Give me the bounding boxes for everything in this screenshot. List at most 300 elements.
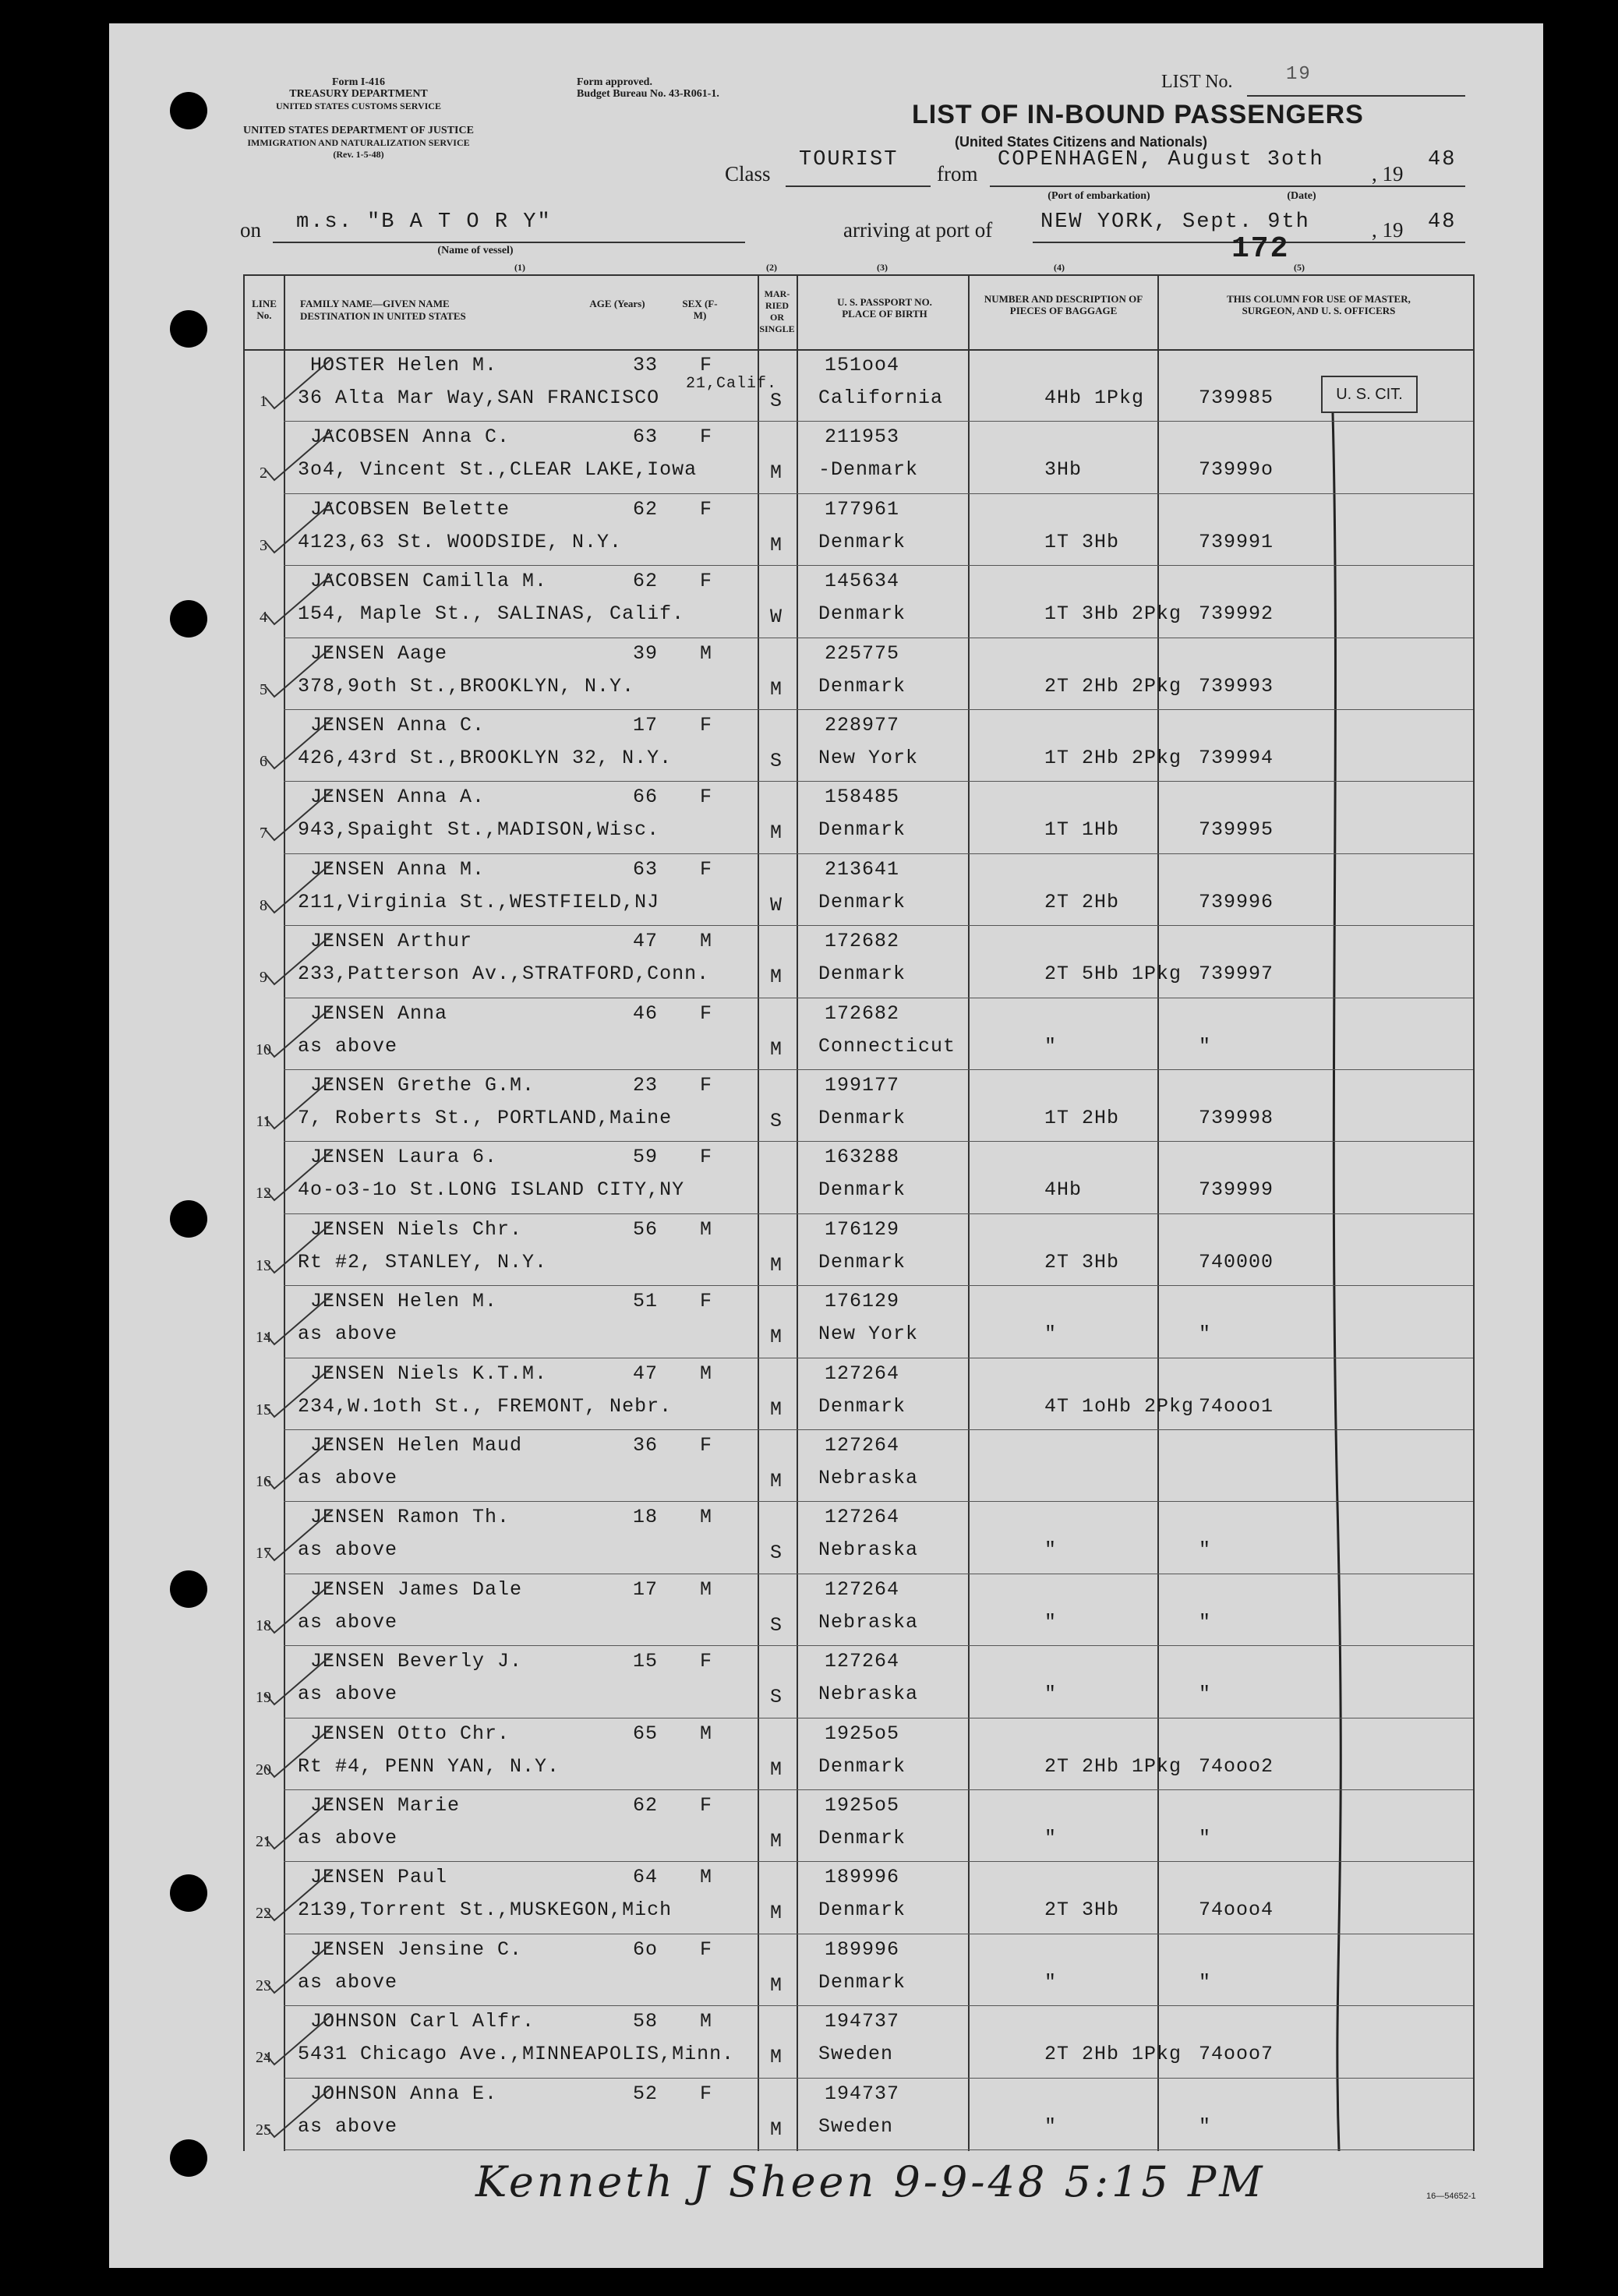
check-mark-icon xyxy=(257,1287,343,1349)
line-number: 25 xyxy=(256,2121,271,2139)
line-number: 4 xyxy=(260,609,267,627)
passport-number: 225775 xyxy=(825,641,900,665)
destination: 4123,63 St. WOODSIDE, N.Y. xyxy=(298,530,623,553)
officer-number: " xyxy=(1199,2114,1212,2138)
place-of-birth: Denmark xyxy=(818,1970,906,1994)
budget-bureau: Budget Bureau No. 43-R061-1. xyxy=(577,88,719,100)
passenger-name: JENSEN Helen M. xyxy=(310,1290,498,1313)
passport-number: 172682 xyxy=(825,930,900,953)
marital-status: M xyxy=(770,1397,783,1421)
marital-status: M xyxy=(770,1830,783,1853)
passenger-age: 46 xyxy=(633,1001,659,1025)
year-value-1: 48 xyxy=(1428,148,1457,171)
passenger-name: JENSEN Anna A. xyxy=(310,786,486,809)
col-header-married: MAR-RIED OR SINGLE xyxy=(759,288,795,334)
marital-status: M xyxy=(770,461,783,485)
marital-status: M xyxy=(770,1902,783,1925)
place-of-birth: New York xyxy=(818,1323,919,1346)
passenger-sex: F xyxy=(700,2082,713,2105)
table-row xyxy=(109,1789,1512,1861)
officer-number: 739998 xyxy=(1199,1107,1274,1129)
officer-number: " xyxy=(1199,1827,1212,1849)
col-header-destination: DESTINATION IN UNITED STATES xyxy=(300,310,466,322)
place-of-birth: California xyxy=(818,387,944,409)
passport-number: 151oo4 xyxy=(825,354,900,376)
check-mark-icon xyxy=(257,855,343,917)
destination: 943,Spaight St.,MADISON,Wisc. xyxy=(298,818,660,842)
line-number: 8 xyxy=(260,896,267,914)
destination: 233,Patterson Av.,STRATFORD,Conn. xyxy=(298,963,710,986)
destination: as above xyxy=(298,1538,398,1562)
passenger-age: 62 xyxy=(633,1794,659,1817)
passport-number: 176129 xyxy=(825,1290,900,1313)
place-of-birth: Denmark xyxy=(818,890,906,913)
binder-hole xyxy=(170,600,207,638)
line-number: 5 xyxy=(260,680,267,698)
binder-hole xyxy=(170,1200,207,1238)
passenger-name: JENSEN Niels Chr. xyxy=(310,1217,523,1241)
destination: Rt #4, PENN YAN, N.Y. xyxy=(298,1754,560,1778)
passenger-name: JENSEN Helen Maud xyxy=(310,1434,523,1457)
table-row xyxy=(109,1358,1512,1429)
passenger-age: 18 xyxy=(633,1506,659,1529)
vessel-caption: (Name of vessel) xyxy=(437,245,514,256)
destination: 3o4, Vincent St.,CLEAR LAKE,Iowa xyxy=(298,458,698,482)
officer-number: 739993 xyxy=(1199,674,1274,698)
destination: 4o-o3-1o St.LONG ISLAND CITY,NY xyxy=(298,1178,685,1202)
destination: as above xyxy=(298,2114,398,2138)
place-of-birth: Nebraska xyxy=(818,1610,919,1634)
baggage: 1T 2Hb xyxy=(1044,1107,1120,1129)
passport-number: 189996 xyxy=(825,1937,900,1961)
year-prefix-1: , 19 xyxy=(1372,162,1404,185)
check-mark-icon xyxy=(257,1503,343,1565)
baggage: " xyxy=(1044,1970,1058,1994)
marital-status: M xyxy=(770,821,783,845)
baggage: 1T 1Hb xyxy=(1044,818,1120,842)
binder-hole xyxy=(170,2139,207,2177)
passenger-age: 52 xyxy=(633,2082,659,2105)
check-mark-icon xyxy=(257,1359,343,1422)
passenger-age: 65 xyxy=(633,1722,659,1745)
from-label: from xyxy=(937,162,978,185)
marital-status: S xyxy=(770,390,783,412)
destination: 36 Alta Mar Way,SAN FRANCISCO xyxy=(298,387,660,409)
check-mark-icon xyxy=(257,711,343,773)
place-of-birth: Connecticut xyxy=(818,1034,956,1058)
passenger-sex: F xyxy=(700,1290,713,1313)
officer-number: " xyxy=(1199,1538,1212,1562)
line-number: 11 xyxy=(256,1113,271,1130)
passport-number: 163288 xyxy=(825,1146,900,1169)
officer-number: 739992 xyxy=(1199,602,1274,626)
table-row xyxy=(109,781,1512,853)
passport-number: 176129 xyxy=(825,1217,900,1241)
col-header-name: FAMILY NAME—GIVEN NAME xyxy=(300,298,450,309)
marital-status: S xyxy=(770,1613,783,1637)
line-number: 20 xyxy=(256,1761,271,1779)
passenger-age: 66 xyxy=(633,786,659,809)
baggage: 2T 5Hb 1Pkg xyxy=(1044,963,1182,986)
arrival-port: NEW YORK, Sept. 9th xyxy=(1040,210,1310,234)
passenger-age: 23 xyxy=(633,1074,659,1097)
destination: 7, Roberts St., PORTLAND,Maine xyxy=(298,1107,673,1129)
officer-number: 74ooo1 xyxy=(1199,1394,1274,1418)
destination: 2139,Torrent St.,MUSKEGON,Mich xyxy=(298,1899,673,1922)
baggage: 2T 2Hb xyxy=(1044,890,1120,913)
port-embark-caption: (Port of embarkation) xyxy=(1047,190,1150,202)
baggage: 1T 2Hb 2Pkg xyxy=(1044,747,1182,769)
passenger-age: 56 xyxy=(633,1217,659,1241)
line-number: 1 xyxy=(260,393,267,410)
passenger-age: 64 xyxy=(633,1866,659,1889)
passport-number: 194737 xyxy=(825,2082,900,2105)
table-row xyxy=(109,2078,1512,2149)
destination: 378,9oth St.,BROOKLYN, N.Y. xyxy=(298,674,635,698)
passenger-name: JENSEN Anna xyxy=(310,1001,448,1025)
arriving-label: arriving at port of xyxy=(843,218,993,242)
place-of-birth: Denmark xyxy=(818,818,906,842)
treasury-dept: TREASURY DEPARTMENT xyxy=(289,88,428,100)
officer-number: 740000 xyxy=(1199,1250,1274,1273)
us-citizen-stamp: U. S. CIT. xyxy=(1321,376,1418,413)
passenger-name: JENSEN Niels K.T.M. xyxy=(310,1362,548,1385)
passenger-sex: F xyxy=(700,1650,713,1673)
destination: 234,W.1oth St., FREMONT, Nebr. xyxy=(298,1394,673,1418)
passenger-sex: M xyxy=(700,1722,713,1745)
place-of-birth: Denmark xyxy=(818,1107,906,1129)
passenger-age: 62 xyxy=(633,497,659,521)
baggage: 1T 3Hb xyxy=(1044,530,1120,553)
stamped-number: 172 xyxy=(1231,232,1290,266)
marital-status: M xyxy=(770,677,783,701)
class-label: Class xyxy=(725,162,771,185)
passenger-name: JENSEN Otto Chr. xyxy=(310,1722,510,1745)
passenger-name: JENSEN Paul xyxy=(310,1866,448,1889)
marital-status: S xyxy=(770,1686,783,1709)
passenger-name: JACOBSEN Belette xyxy=(310,497,510,521)
passport-number: 158485 xyxy=(825,786,900,809)
baggage: 4Hb 1Pkg xyxy=(1044,387,1145,409)
check-mark-icon xyxy=(257,782,343,845)
line-number: 9 xyxy=(260,969,267,987)
officer-number: 739997 xyxy=(1199,963,1274,986)
baggage: " xyxy=(1044,1034,1058,1058)
passport-number: 213641 xyxy=(825,857,900,881)
officer-number: 74ooo4 xyxy=(1199,1899,1274,1922)
line-number: 7 xyxy=(260,825,267,842)
place-of-birth: Sweden xyxy=(818,2114,894,2138)
passenger-age: 6o xyxy=(633,1937,659,1961)
place-of-birth: Denmark xyxy=(818,1250,906,1273)
passenger-list-sheet xyxy=(109,23,1543,2268)
place-of-birth: New York xyxy=(818,747,919,769)
place-of-birth: Nebraska xyxy=(818,1538,919,1562)
passenger-name: JENSEN Arthur xyxy=(310,930,473,953)
officer-number: 74ooo7 xyxy=(1199,2043,1274,2066)
marital-status: M xyxy=(770,2046,783,2069)
place-of-birth: Denmark xyxy=(818,530,906,553)
check-mark-icon xyxy=(257,1935,343,1998)
passport-number: 145634 xyxy=(825,570,900,593)
officer-number: " xyxy=(1199,1970,1212,1994)
from-value: COPENHAGEN, August 3oth xyxy=(998,148,1324,171)
passenger-sex: F xyxy=(700,1146,713,1169)
passenger-name: HOSTER Helen M. xyxy=(310,354,498,376)
destination: as above xyxy=(298,1034,398,1058)
table-row xyxy=(109,638,1512,709)
marital-status: M xyxy=(770,1470,783,1492)
line-number: 15 xyxy=(256,1401,271,1418)
check-mark-icon xyxy=(257,1215,343,1277)
col-header-baggage: NUMBER AND DESCRIPTION OF PIECES OF BAGGAGE xyxy=(984,293,1143,316)
baggage: 4Hb xyxy=(1044,1178,1083,1202)
table-row xyxy=(109,421,1512,493)
col-header-passport: U. S. PASSPORT NO. PLACE OF BIRTH xyxy=(837,296,932,320)
officer-number: 739995 xyxy=(1199,818,1274,842)
table-row xyxy=(109,1861,1512,1933)
passenger-sex: F xyxy=(700,497,713,521)
marital-status: M xyxy=(770,533,783,556)
year-prefix-2: , 19 xyxy=(1372,218,1404,242)
form-number: Form I-416 xyxy=(331,76,386,88)
passenger-sex: F xyxy=(700,1434,713,1457)
baggage: 4T 1oHb 2Pkg xyxy=(1044,1394,1195,1418)
passenger-sex: M xyxy=(700,930,713,953)
check-mark-icon xyxy=(257,1863,343,1925)
passenger-sex: F xyxy=(700,1074,713,1097)
line-number: 13 xyxy=(256,1256,271,1274)
passenger-name: JACOBSEN Anna C. xyxy=(310,426,510,449)
page-subtitle: (United States Citizens and Nationals) xyxy=(955,134,1208,150)
passenger-sex: F xyxy=(700,786,713,809)
line-number: 19 xyxy=(256,1689,271,1707)
footer-form-code: 16—54652-1 xyxy=(1426,2192,1476,2201)
passenger-sex: F xyxy=(700,857,713,881)
line-number: 10 xyxy=(256,1040,271,1058)
table-row xyxy=(109,493,1512,565)
destination: as above xyxy=(298,1467,398,1489)
year-value-2: 48 xyxy=(1428,210,1457,234)
passenger-age: 15 xyxy=(633,1650,659,1673)
line-number: 14 xyxy=(256,1329,271,1347)
ins-service: IMMIGRATION AND NATURALIZATION SERVICE xyxy=(247,137,470,148)
table-row xyxy=(109,1213,1512,1285)
passenger-age: 47 xyxy=(633,930,659,953)
binder-hole xyxy=(170,1570,207,1608)
destination: 5431 Chicago Ave.,MINNEAPOLIS,Minn. xyxy=(298,2043,735,2066)
passport-number: 194737 xyxy=(825,2010,900,2033)
passenger-age: 33 xyxy=(633,354,659,376)
passenger-name: JENSEN Grethe G.M. xyxy=(310,1074,535,1097)
table-row xyxy=(109,1574,1512,1645)
officer-number: " xyxy=(1199,1323,1212,1346)
col-mark-1: (1) xyxy=(514,262,525,273)
passenger-age: 63 xyxy=(633,426,659,449)
col-mark-3: (3) xyxy=(877,262,888,273)
place-of-birth: Denmark xyxy=(818,1899,906,1922)
baggage: 1T 3Hb 2Pkg xyxy=(1044,602,1182,626)
passenger-sex: F xyxy=(700,1001,713,1025)
destination: as above xyxy=(298,1683,398,1706)
passenger-sex: M xyxy=(700,641,713,665)
vessel-name: m.s. "B A T O R Y" xyxy=(296,210,552,234)
passport-number: 127264 xyxy=(825,1362,900,1385)
passenger-name: JENSEN Ramon Th. xyxy=(310,1506,510,1529)
passport-number: 1925o5 xyxy=(825,1794,900,1817)
place-of-birth: Sweden xyxy=(818,2043,894,2066)
baggage: " xyxy=(1044,2114,1058,2138)
passenger-sex: F xyxy=(700,1937,713,1961)
passenger-sex: F xyxy=(700,1794,713,1817)
officer-number: " xyxy=(1199,1683,1212,1706)
table-row xyxy=(109,1069,1512,1141)
officer-signature: Kenneth J Sheen 9-9-48 5:15 PM xyxy=(475,2157,1266,2206)
passenger-age: 39 xyxy=(633,641,659,665)
check-mark-icon xyxy=(257,567,343,629)
check-mark-icon xyxy=(257,2007,343,2069)
passenger-name: JOHNSON Carl Alfr. xyxy=(310,2010,535,2033)
check-mark-icon xyxy=(257,495,343,557)
marital-status: M xyxy=(770,966,783,989)
check-mark-icon xyxy=(257,1575,343,1637)
col-header-age: AGE (Years) xyxy=(589,298,645,309)
passport-number: 211953 xyxy=(825,426,900,449)
check-mark-icon xyxy=(257,639,343,701)
destination: 426,43rd St.,BROOKLYN 32, N.Y. xyxy=(298,747,673,769)
baggage: " xyxy=(1044,1827,1058,1849)
officer-number: 739999 xyxy=(1199,1178,1274,1202)
place-of-birth: Denmark xyxy=(818,674,906,698)
passenger-sex: M xyxy=(700,1362,713,1385)
passport-number: 1925o5 xyxy=(825,1722,900,1745)
passenger-sex: F xyxy=(700,570,713,593)
check-mark-icon xyxy=(257,1647,343,1709)
officer-number: 73999o xyxy=(1199,458,1274,482)
table-row xyxy=(109,1429,1512,1501)
check-mark-icon xyxy=(257,351,343,413)
passenger-sex: M xyxy=(700,1577,713,1601)
table-row xyxy=(109,1645,1512,1717)
destination: 154, Maple St., SALINAS, Calif. xyxy=(298,602,685,626)
line-number: 2 xyxy=(260,464,267,482)
officer-number: 739991 xyxy=(1199,530,1274,553)
rev-date: (Rev. 1-5-48) xyxy=(333,149,384,160)
passenger-name: JACOBSEN Camilla M. xyxy=(310,570,548,593)
col-mark-2: (2) xyxy=(766,262,777,273)
check-mark-icon xyxy=(257,422,343,485)
passenger-sex: F xyxy=(700,354,713,376)
baggage: " xyxy=(1044,1323,1058,1346)
check-mark-icon xyxy=(257,2079,343,2142)
passport-number: 127264 xyxy=(825,1506,900,1529)
marital-status: S xyxy=(770,750,783,772)
check-mark-icon xyxy=(257,927,343,989)
col-header-officers: THIS COLUMN FOR USE OF MASTER, SURGEON, AND U. S. OFFICERS xyxy=(1227,293,1411,316)
place-of-birth: Nebraska xyxy=(818,1467,919,1489)
place-of-birth: Denmark xyxy=(818,1754,906,1778)
passenger-age: 58 xyxy=(633,2010,659,2033)
baggage: 2T 3Hb xyxy=(1044,1250,1120,1273)
place-of-birth: Denmark xyxy=(818,602,906,626)
table-row xyxy=(109,1934,1512,2005)
table-row xyxy=(109,565,1512,637)
check-mark-icon xyxy=(257,1719,343,1782)
baggage: 3Hb xyxy=(1044,458,1083,482)
place-of-birth: Denmark xyxy=(818,1394,906,1418)
line-number: 23 xyxy=(256,1976,271,1994)
justice-dept: UNITED STATES DEPARTMENT OF JUSTICE xyxy=(243,125,474,136)
passport-number: 177961 xyxy=(825,497,900,521)
place-of-birth: Denmark xyxy=(818,1827,906,1849)
passenger-sex: M xyxy=(700,1506,713,1529)
col-header-line: LINE No. xyxy=(252,298,277,321)
place-of-birth: Denmark xyxy=(818,1178,906,1202)
baggage: " xyxy=(1044,1610,1058,1634)
baggage: " xyxy=(1044,1683,1058,1706)
passenger-name: JENSEN Laura 6. xyxy=(310,1146,498,1169)
passenger-sex: F xyxy=(700,714,713,736)
place-of-birth: -Denmark xyxy=(818,458,919,482)
page-title: LIST OF IN-BOUND PASSENGERS xyxy=(912,100,1364,129)
table-row xyxy=(109,1285,1512,1357)
passport-number: 127264 xyxy=(825,1434,900,1457)
passenger-sex: F xyxy=(700,426,713,449)
baggage: 2T 2Hb 1Pkg xyxy=(1044,2043,1182,2066)
marital-status: M xyxy=(770,1037,783,1061)
passenger-age: 17 xyxy=(633,1577,659,1601)
officer-number: 739996 xyxy=(1199,890,1274,913)
date-caption: (Date) xyxy=(1287,190,1316,202)
passenger-age: 51 xyxy=(633,1290,659,1313)
marital-status: M xyxy=(770,1973,783,1997)
passenger-sex: M xyxy=(700,1217,713,1241)
check-mark-icon xyxy=(257,1431,343,1493)
passenger-name: JENSEN Anna C. xyxy=(310,714,486,736)
line-number: 24 xyxy=(256,2049,271,2067)
table-row xyxy=(109,853,1512,925)
passport-number: 228977 xyxy=(825,714,900,736)
line-number: 17 xyxy=(256,1545,271,1563)
passenger-name: JENSEN Anna M. xyxy=(310,857,486,881)
binder-hole xyxy=(170,1874,207,1912)
destination: 211,Virginia St.,WESTFIELD,NJ xyxy=(298,890,660,913)
col-header-sex: SEX (F-M) xyxy=(682,298,718,321)
place-of-birth: Denmark xyxy=(818,963,906,986)
marital-status: S xyxy=(770,1110,783,1132)
line-number: 6 xyxy=(260,753,267,770)
table-row xyxy=(109,1141,1512,1213)
marital-status: M xyxy=(770,1326,783,1349)
destination: Rt #2, STANLEY, N.Y. xyxy=(298,1250,548,1273)
row-divider xyxy=(284,2149,1473,2150)
line-number: 21 xyxy=(256,1833,271,1850)
destination: as above xyxy=(298,1827,398,1849)
binder-hole xyxy=(170,92,207,129)
baggage: " xyxy=(1044,1538,1058,1562)
passenger-name: JENSEN Beverly J. xyxy=(310,1650,523,1673)
passport-number: 127264 xyxy=(825,1650,900,1673)
table-row xyxy=(109,998,1512,1069)
destination-cont: 21,Calif. xyxy=(686,375,778,393)
passenger-age: 36 xyxy=(633,1434,659,1457)
passenger-name: JENSEN Jensine C. xyxy=(310,1937,523,1961)
marital-status: M xyxy=(770,2118,783,2141)
passport-number: 189996 xyxy=(825,1866,900,1889)
check-mark-icon xyxy=(257,1143,343,1205)
officer-number: 74ooo2 xyxy=(1199,1754,1274,1778)
passenger-name: JENSEN Marie xyxy=(310,1794,461,1817)
